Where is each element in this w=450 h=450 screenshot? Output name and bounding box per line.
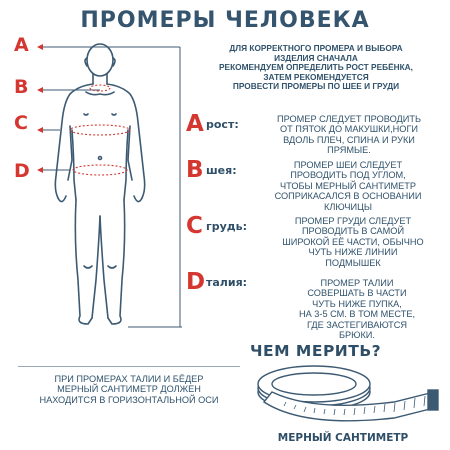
note-line: МЕРНЫЙ САНТИМЕТР ДОЛЖЕН xyxy=(57,384,201,395)
item-line: ПРОВОДИТЬ В САМОЙ xyxy=(301,226,405,237)
measure-lines xyxy=(70,85,130,175)
item-label: шея: xyxy=(206,164,237,177)
note-line: ПРИ ПРОМЕРАХ ТАЛИИ И БЁДЕР xyxy=(54,374,204,384)
human-outline xyxy=(55,44,144,324)
divider xyxy=(18,366,240,367)
item-letter: D xyxy=(186,269,206,295)
measure-item-height xyxy=(186,112,448,164)
item-line: ШИРОКОЙ ЕЁ ЧАСТИ, ОБЫЧНО xyxy=(282,236,424,247)
item-line: ПРОМЕР ГРУДИ СЛЕДУЕТ xyxy=(294,216,412,226)
figure-letter-c: C xyxy=(14,112,28,134)
item-label: талия: xyxy=(206,276,248,289)
intro-line: ЗАТЕМ РЕКОМЕНДУЕТСЯ xyxy=(263,71,369,82)
item-line: ПРЯМЫЕ. xyxy=(327,145,371,156)
item-line: ПРОМЕР ТАЛИИ xyxy=(320,278,394,288)
item-line: ПРОМЕР ШЕИ СЛЕДУЕТ xyxy=(293,160,403,170)
figure-letter-d: D xyxy=(14,160,30,182)
what-to-measure-title: ЧЕМ МЕРИТЬ? xyxy=(250,342,382,360)
intro-text xyxy=(188,44,444,92)
item-label: грудь: xyxy=(206,220,248,233)
guide-arrowheads xyxy=(37,44,43,173)
item-line: СОВЕРШАТЬ В ЧАСТИ xyxy=(307,288,407,299)
item-label: рост: xyxy=(206,118,239,131)
item-line: КЛЮЧИЦЫ xyxy=(323,201,372,212)
figure-letter-a: A xyxy=(14,34,29,56)
measuring-tape-icon xyxy=(244,362,444,430)
height-guide-lines xyxy=(40,47,182,327)
intro-line: ИЗДЕЛИЯ СНАЧАЛА xyxy=(274,52,358,63)
item-line: ПРОМЕР СЛЕДУЕТ ПРОВОДИТЬ xyxy=(277,114,421,124)
note-line: НАХОДИТСЯ В ГОРИЗОНТАЛЬНОЙ ОСИ xyxy=(39,394,219,405)
item-letter: B xyxy=(186,157,204,183)
item-description xyxy=(250,160,446,212)
item-description xyxy=(260,216,446,268)
measure-item-chest xyxy=(186,214,448,270)
item-line: БРЮКИ. xyxy=(339,330,375,341)
item-line: ВДОЛЬ ПЛЕЧ, СПИНА И РУКИ xyxy=(283,134,415,145)
item-letter: A xyxy=(186,111,204,137)
intro-line: РЕКОМЕНДУЕМ ОПРЕДЕЛИТЬ РОСТ РЕБЁНКА, xyxy=(219,62,413,73)
item-line: СОПРИКАСАЛСЯ В ОСНОВАНИИ xyxy=(274,191,422,202)
item-letter: C xyxy=(186,213,203,239)
item-line: ОТ ПЯТОК ДО МАКУШКИ,НОГИ xyxy=(279,124,419,135)
bottom-note xyxy=(10,374,248,405)
figure-letter-b: B xyxy=(14,76,29,98)
item-line: ГДЕ ЗАСТЕГИВАЮТСЯ xyxy=(307,319,407,330)
item-line: ПОДМЫШЕК xyxy=(325,257,381,268)
intro-line: ДЛЯ КОРРЕКТНОГО ПРОМЕРА И ВЫБОРА xyxy=(229,43,403,53)
item-line: ЧУТЬ НИЖЕ ПУПКА, xyxy=(312,298,402,309)
intro-line: ПРОВЕСТИ ПРОМЕРЫ ПО ШЕЕ И ГРУДИ xyxy=(232,81,400,92)
page-title: ПРОМЕРЫ ЧЕЛОВЕКА xyxy=(80,8,370,33)
measure-item-waist xyxy=(186,270,448,340)
item-line: ЧУТЬ НИЖЕ ЛИНИИ xyxy=(308,247,398,258)
item-description xyxy=(256,114,442,156)
item-description xyxy=(272,278,442,340)
body-figure-illustration xyxy=(0,30,190,340)
item-line: ЧТОБЫ МЕРНЫЙ САНТИМЕТР xyxy=(280,180,416,191)
item-line: ПРОВОДИТЬ ПОД УГЛОМ, xyxy=(290,170,406,181)
tape-label: МЕРНЫЙ САНТИМЕТР xyxy=(277,432,409,444)
measure-item-neck xyxy=(186,158,448,214)
item-line: НА 3-5 СМ. В ТОМ МЕСТЕ, xyxy=(298,309,416,320)
